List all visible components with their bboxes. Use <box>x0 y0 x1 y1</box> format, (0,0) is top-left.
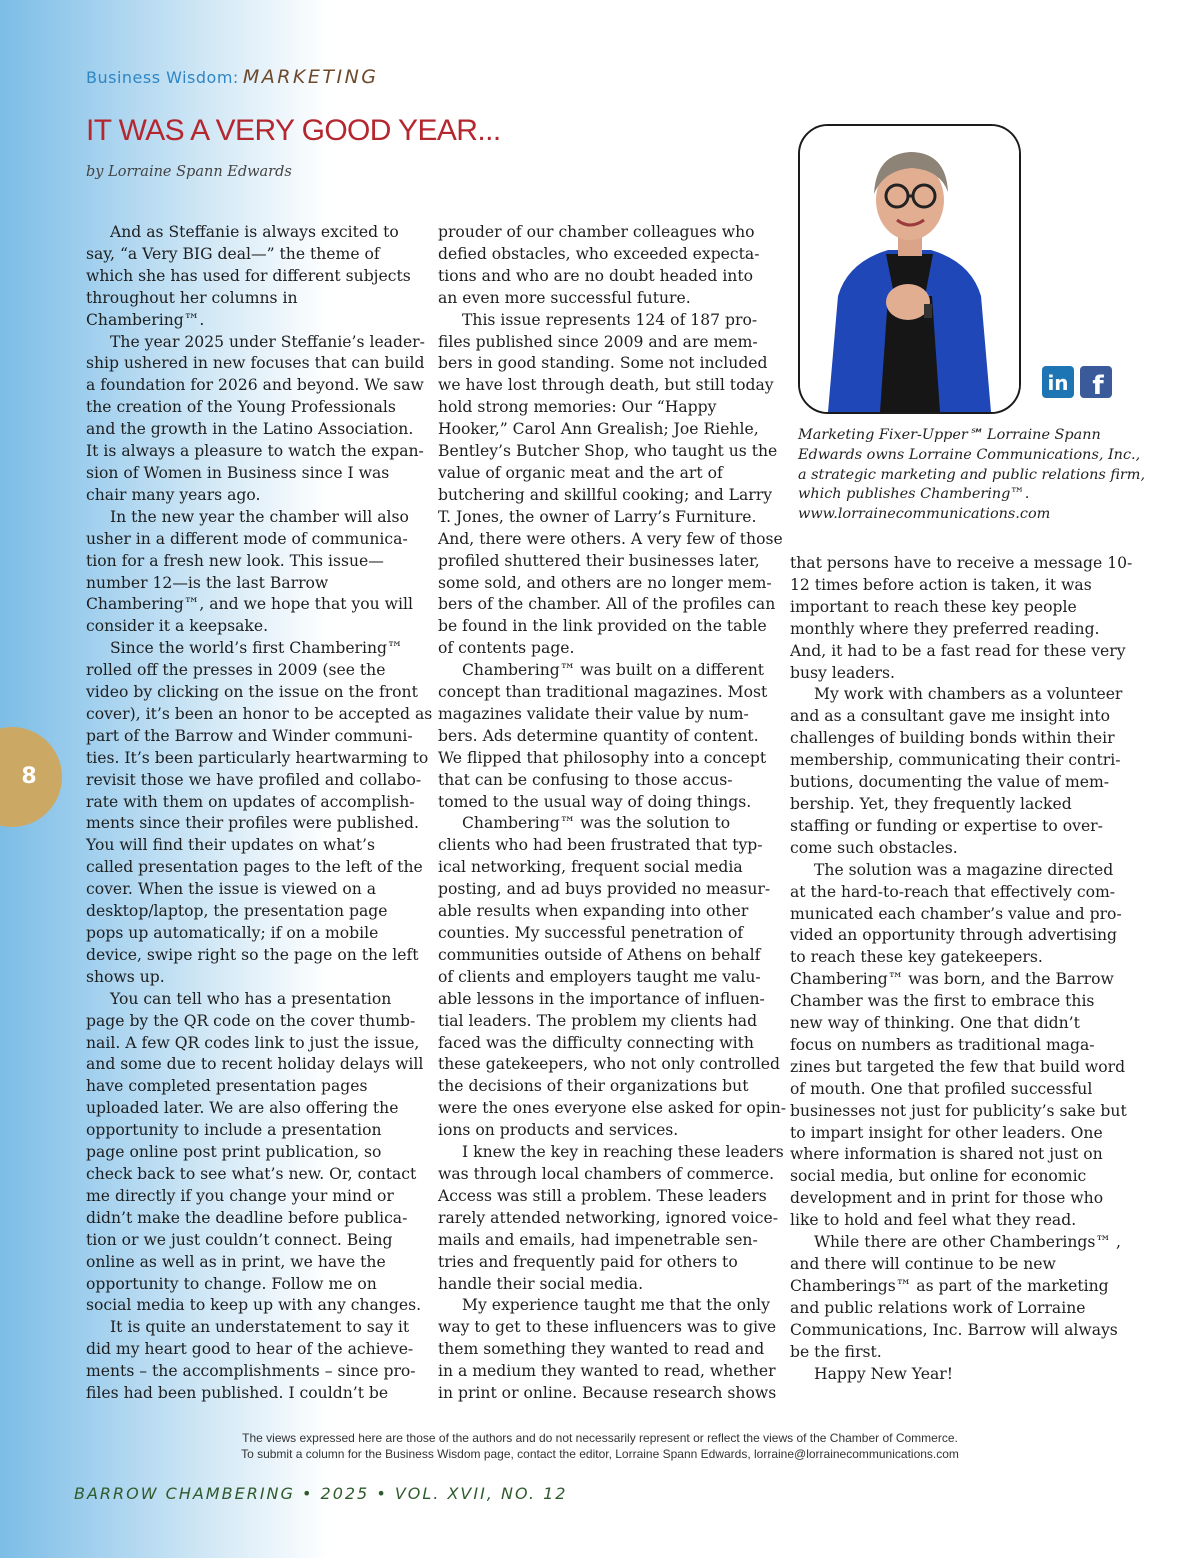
article-line: page online post print publication, so <box>86 1143 382 1162</box>
article-line: It is quite an understatement to say it <box>110 1318 410 1337</box>
article-line: at the hard-to-reach that effectively com- <box>790 882 1116 901</box>
article-line: important to reach these key people <box>790 597 1077 616</box>
article-line: And as Steffanie is always excited to <box>110 223 399 241</box>
svg-text:f: f <box>1092 371 1104 398</box>
article-line: say, “a Very BIG deal—” the theme of <box>86 244 380 263</box>
article-line: of clients and employers taught me valu- <box>438 967 761 986</box>
article-line: number 12—is the last Barrow <box>86 573 329 592</box>
article-line: able results when expanding into other <box>438 902 749 921</box>
article-line: development and in print for those who <box>790 1189 1104 1208</box>
article-line: ship ushered in new focuses that can build <box>86 354 425 373</box>
disclaimer-line: To submit a column for the Business Wisdom page, contact the editor, Lorraine Spann Edwards, lorraine@lorrainecommunications.com <box>241 1447 959 1461</box>
article-line: Bentley’s Butcher Shop, who taught us the <box>438 442 778 461</box>
article-line: and some due to recent holiday delays will <box>86 1055 424 1074</box>
article-line: You will find their updates on what’s <box>86 836 375 855</box>
article-line: clients who had been frustrated that typ- <box>438 836 763 855</box>
page-number: 8 <box>21 764 37 789</box>
article-line: way to get to these influencers was to give <box>438 1318 777 1337</box>
kicker-section: MARKETING <box>242 66 379 88</box>
article-line: Chambering™ was built on a different <box>462 661 765 680</box>
article-line: that persons have to receive a message 10- <box>790 554 1133 572</box>
article-line: rate with them on updates of accomplish- <box>86 792 415 811</box>
article-line: the decisions of their organizations but <box>438 1077 749 1096</box>
article-line: bers in good standing. Some not included <box>438 354 768 373</box>
article-line: It is always a pleasure to watch the expan- <box>86 442 424 461</box>
article-line: And, it had to be a fast read for these very <box>790 641 1126 660</box>
article-line: opportunity to include a presentation <box>86 1121 382 1140</box>
article-line: Chamberings™ as part of the marketing <box>790 1276 1109 1295</box>
article-line: have completed presentation pages <box>86 1077 368 1096</box>
article-line: mails and emails, had impenetrable sen- <box>438 1230 758 1249</box>
section-kicker <box>86 66 379 88</box>
facebook-icon[interactable] <box>1080 366 1112 398</box>
article-line: tomed to the usual way of doing things. <box>438 792 752 811</box>
article-line: me directly if you change your mind or <box>86 1186 394 1205</box>
article-line: be found in the link provided on the table <box>438 617 767 636</box>
article-line: bers. Ads determine quantity of content. <box>438 726 759 745</box>
article-line: was through local chambers of commerce. <box>438 1164 775 1183</box>
article-line: tion or we just couldn’t connect. Being <box>86 1230 393 1249</box>
article-line: butchering and skillful cooking; and Larry <box>438 485 773 504</box>
article-line: in a medium they wanted to read, whether <box>438 1362 776 1381</box>
article-line: opportunity to change. Follow me on <box>86 1274 377 1293</box>
article-line: and as a consultant gave me insight into <box>790 707 1111 726</box>
article-line: Hooker,” Carol Ann Grealish; Joe Riehle, <box>438 420 759 439</box>
article-line: them something they wanted to read and <box>438 1340 765 1359</box>
article-line: some sold, and others are no longer mem- <box>438 573 772 592</box>
article-line: Chambering™ was born, and the Barrow <box>790 970 1114 989</box>
issue-footer: BARROW CHAMBERING • 2025 • VOL. XVII, NO. 12 <box>74 1484 568 1503</box>
article-line: I knew the key in reaching these leaders <box>462 1143 784 1162</box>
author-photo <box>798 124 1021 414</box>
article-line: rarely attended networking, ignored voice- <box>438 1208 778 1227</box>
article-line: staffing or funding or expertise to over- <box>790 816 1103 835</box>
article-line: challenges of building bonds within their <box>790 729 1115 748</box>
article-line: didn’t make the deadline before publica- <box>86 1208 408 1227</box>
article-column-3 <box>790 553 1133 1385</box>
article-line: bers of the chamber. All of the profiles can <box>438 595 776 614</box>
article-line: prouder of our chamber colleagues who <box>438 223 755 241</box>
article-line: files published since 2009 and are mem- <box>438 332 758 351</box>
article-line: ments since their profiles were published. <box>86 814 419 833</box>
article-line: My work with chambers as a volunteer <box>814 685 1123 704</box>
article-line: While there are other Chamberings™ , <box>814 1233 1121 1252</box>
article-line: device, swipe right so the page on the left <box>86 945 419 964</box>
article-line: ions on products and services. <box>438 1121 679 1140</box>
article-line: shows up. <box>86 967 165 986</box>
linkedin-icon[interactable] <box>1042 366 1074 398</box>
article-line: The solution was a magazine directed <box>814 860 1114 879</box>
article-line: The year 2025 under Steffanie’s leader- <box>110 332 425 351</box>
article-line: part of the Barrow and Winder communi- <box>86 726 413 745</box>
article-line: T. Jones, the owner of Larry’s Furniture. <box>438 507 757 526</box>
article-line: of mouth. One that profiled successful <box>790 1079 1093 1098</box>
article-line: 12 times before action is taken, it was <box>790 575 1092 594</box>
article-line: Chambering™ was the solution to <box>462 814 731 833</box>
article-line: throughout her columns in <box>86 288 298 307</box>
article-line: Access was still a problem. These leaders <box>438 1186 767 1205</box>
article-line: You can tell who has a presentation <box>110 989 392 1008</box>
article-line: uploaded later. We are also offering the <box>86 1099 399 1118</box>
article-line: to reach these key gatekeepers. <box>790 948 1043 967</box>
article-line: busy leaders. <box>790 663 895 682</box>
article-line: new way of thinking. One that didn’t <box>790 1014 1080 1033</box>
article-line: monthly where they preferred reading. <box>790 619 1100 638</box>
article-line: like to hold and feel what they read. <box>790 1211 1077 1230</box>
caption-line: a strategic marketing and public relations firm, <box>798 466 1146 483</box>
article-line: be the first. <box>790 1342 882 1361</box>
article-line: handle their social media. <box>438 1274 644 1293</box>
article-line: sion of Women in Business since I was <box>86 463 390 482</box>
caption-line: Edwards owns Lorraine Communications, Inc., <box>798 446 1141 463</box>
article-line: pops up automatically; if on a mobile <box>86 924 379 942</box>
article-line: in print or online. Because research shows <box>438 1384 777 1403</box>
article-line: Communications, Inc. Barrow will always <box>790 1320 1118 1339</box>
article-line: the creation of the Young Professionals <box>86 398 396 417</box>
article-line: video by clicking on the issue on the front <box>86 683 418 702</box>
article-line: bership. Yet, they frequently lacked <box>790 794 1072 813</box>
article-line: Chambering™. <box>86 310 205 329</box>
article-line: profiled shuttered their businesses later, <box>438 551 760 570</box>
article-line: defied obstacles, who exceeded expecta- <box>438 244 760 263</box>
article-line: social media to keep up with any changes. <box>86 1296 422 1315</box>
article-line: This issue represents 124 of 187 pro- <box>462 310 758 329</box>
caption-line: which publishes Chambering™. <box>798 486 1030 503</box>
kicker-prefix: Business Wisdom: <box>86 68 239 87</box>
article-line: focus on numbers as traditional maga- <box>790 1035 1095 1054</box>
article-line: of contents page. <box>438 639 575 658</box>
article-line: where information is shared not just on <box>790 1145 1103 1164</box>
disclaimer-line: The views expressed here are those of the authors and do not necessarily represent or reflect the views of the Chamber of Commerce. <box>242 1431 958 1445</box>
article-line: counties. My successful penetration of <box>438 924 744 942</box>
article-line: check back to see what’s new. Or, contact <box>86 1164 417 1183</box>
article-line: that can be confusing to those accus- <box>438 770 733 789</box>
photo-caption <box>798 426 1145 525</box>
article-line: tries and frequently paid for others to <box>438 1252 738 1271</box>
article-line: hold strong memories: Our “Happy <box>438 398 717 417</box>
article-line: a foundation for 2026 and beyond. We saw <box>86 376 424 395</box>
caption-line: Marketing Fixer-Upper℠ Lorraine Spann <box>798 427 1101 443</box>
article-line: were the ones everyone else asked for opin- <box>438 1099 787 1118</box>
article-line: cover. When the issue is viewed on a <box>86 880 376 899</box>
article-line: We flipped that philosophy into a concept <box>438 748 767 767</box>
article-line: concept than traditional magazines. Most <box>438 683 768 702</box>
article-line: ties. It’s been particularly heartwarming to <box>86 748 429 767</box>
article-title: IT WAS A VERY GOOD YEAR... <box>86 114 501 147</box>
article-line: online as well as in print, we have the <box>86 1252 386 1271</box>
svg-text:in: in <box>1047 371 1069 395</box>
article-line: communities outside of Athens on behalf <box>438 945 761 964</box>
article-line: we have lost through death, but still today <box>438 376 774 395</box>
article-line: municated each chamber’s value and pro- <box>790 904 1122 923</box>
article-column-1 <box>86 222 433 1405</box>
article-line: consider it a keepsake. <box>86 617 269 636</box>
article-line: zines but targeted the few that build word <box>790 1057 1126 1076</box>
article-line: tions and who are no doubt headed into <box>438 266 754 285</box>
article-line: vided an opportunity through advertising <box>790 926 1118 945</box>
article-line: social media, but online for economic <box>790 1167 1087 1186</box>
article-line: did my heart good to hear of the achieve- <box>86 1340 414 1359</box>
article-line: and there will continue to be new <box>790 1255 1056 1273</box>
article-line: cover), it’s been an honor to be accepted as <box>86 704 433 723</box>
article-line: butions, documenting the value of mem- <box>790 773 1110 792</box>
article-line: revisit those we have profiled and collabo- <box>86 770 422 789</box>
social-icons <box>1042 366 1114 398</box>
article-line: rolled off the presses in 2009 (see the <box>86 661 386 680</box>
article-line: able lessons in the importance of influen- <box>438 989 765 1008</box>
article-line: called presentation pages to the left of the <box>86 858 423 877</box>
article-line: desktop/laptop, the presentation page <box>86 902 388 921</box>
article-line: tial leaders. The problem my clients had <box>438 1011 758 1030</box>
article-line: usher in a different mode of communica- <box>86 529 408 548</box>
article-byline: by Lorraine Spann Edwards <box>86 164 292 180</box>
article-line: membership, communicating their contri- <box>790 751 1121 770</box>
caption-website-link[interactable]: www.lorrainecommunications.com <box>798 506 1051 523</box>
article-line: value of organic meat and the art of <box>438 463 723 482</box>
article-line: and public relations work of Lorraine <box>790 1298 1086 1317</box>
article-line: which she has used for different subjects <box>86 266 411 285</box>
footer-disclaimer <box>0 1430 1200 1462</box>
article-line: Chambering™, and we hope that you will <box>86 595 413 614</box>
article-line: In the new year the chamber will also <box>110 507 409 526</box>
article-line: chair many years ago. <box>86 485 261 504</box>
article-line: files had been published. I couldn’t be <box>86 1384 389 1403</box>
article-line: ments – the accomplishments – since pro- <box>86 1362 416 1381</box>
article-line: Happy New Year! <box>814 1364 953 1383</box>
article-line: Since the world’s first Chambering™ <box>110 639 403 658</box>
article-line: nail. A few QR codes link to just the issue, <box>86 1033 420 1052</box>
article-line: Chamber was the first to embrace this <box>790 992 1095 1011</box>
article-line: to impart insight for other leaders. One <box>790 1123 1103 1142</box>
article-line: and the growth in the Latino Association. <box>86 420 414 439</box>
article-line: come such obstacles. <box>790 838 958 857</box>
article-line: an even more successful future. <box>438 288 691 307</box>
article-line: faced was the difficulty connecting with <box>438 1033 754 1052</box>
article-line: posting, and ad buys provided no measur- <box>438 880 771 899</box>
article-column-2 <box>438 222 787 1405</box>
article-line: And, there were others. A very few of those <box>438 529 783 548</box>
article-line: tion for a fresh new look. This issue— <box>86 551 384 570</box>
article-line: page by the QR code on the cover thumb- <box>86 1011 416 1030</box>
article-line: magazines validate their value by num- <box>438 704 749 723</box>
author-portrait-illustration <box>800 126 1019 412</box>
article-line: My experience taught me that the only <box>462 1296 770 1315</box>
article-line: businesses not just for publicity’s sake but <box>790 1101 1127 1120</box>
article-line: ical networking, frequent social media <box>438 858 743 877</box>
article-line: these gatekeepers, who not only controlled <box>438 1055 781 1074</box>
